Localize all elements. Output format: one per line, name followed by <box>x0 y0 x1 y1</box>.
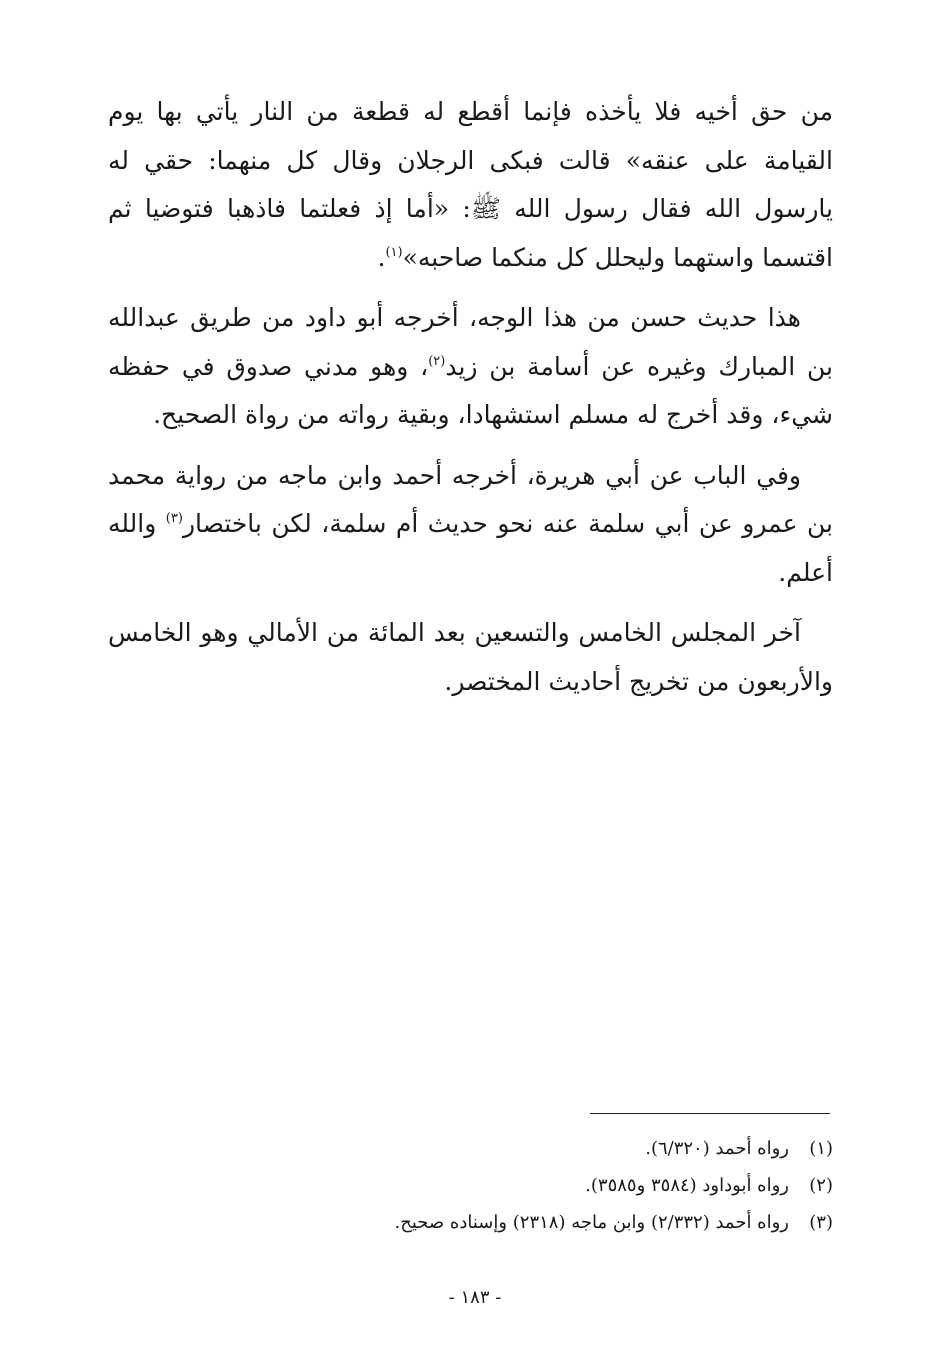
footnote-3-text: رواه أحمد (٢/٣٣٢) وابن ماجه (٢٣١٨) وإسناده صحيح. <box>394 1212 789 1233</box>
footnote-2-number: (٢) <box>809 1175 833 1196</box>
footnote-ref-3: (٣) <box>165 511 183 526</box>
footnote-1 <box>230 1130 833 1167</box>
paragraph-4 <box>108 609 833 706</box>
paragraph-3-text-a: وفي الباب عن أبي هريرة، أخرجه أحمد وابن ماجه من رواية محمد بن عمرو عن أبي سلمة عنه نحو حديث أم سلمة، لكن باختصار <box>108 460 834 538</box>
footnote-2 <box>230 1167 833 1204</box>
main-text <box>108 88 833 718</box>
footnote-ref-1: (١) <box>385 244 403 260</box>
paragraph-3-text-b: والله أعلم. <box>108 509 833 587</box>
paragraph-1 <box>108 88 833 282</box>
footnote-ref-2: (٢) <box>428 353 446 369</box>
footnote-3 <box>230 1204 833 1241</box>
paragraph-2 <box>108 294 833 440</box>
footnote-2-text: رواه أبوداود (٣٥٨٤ و٣٥٨٥). <box>585 1175 789 1196</box>
footnote-1-text: رواه أحمد (٦/٣٢٠). <box>645 1138 789 1159</box>
footnotes <box>230 1130 833 1241</box>
footnote-separator <box>590 1113 830 1114</box>
paragraph-4-text: آخر المجلس الخامس والتسعين بعد المائة من الأمالي وهو الخامس والأربعون من تخريج أحاديث المختصر. <box>108 618 833 696</box>
footnote-3-number: (٣) <box>809 1212 833 1233</box>
paragraph-1-end: . <box>377 242 386 272</box>
paragraph-1-text: من حق أخيه فلا يأخذه فإنما أقطع له قطعة من النار يأتي بها يوم القيامة على عنقه» قالت فبكى الرجلان وقال كل منهما: حقي له يارسول الله فقال رسول الله ﷺ: «أما إذ فعلتما فاذهبا فتوضيا ثم اقتسما واستهما وليحلل كل منكما صاحبه» <box>108 97 833 272</box>
paragraph-3 <box>108 452 833 598</box>
footnote-1-number: (١) <box>809 1138 833 1159</box>
page-number: - ١٨٣ - <box>448 1287 502 1308</box>
paragraph-2-text-a: هذا حديث حسن من هذا الوجه، أخرجه أبو داود من طريق عبدالله بن المبارك وغيره عن أسامة بن زيد <box>108 303 833 381</box>
paragraph-2-text-b: ، وهو مدني صدوق في حفظه شيء، وقد أخرج له مسلم استشهادا، وبقية رواته من رواة الصحيح. <box>108 351 833 429</box>
